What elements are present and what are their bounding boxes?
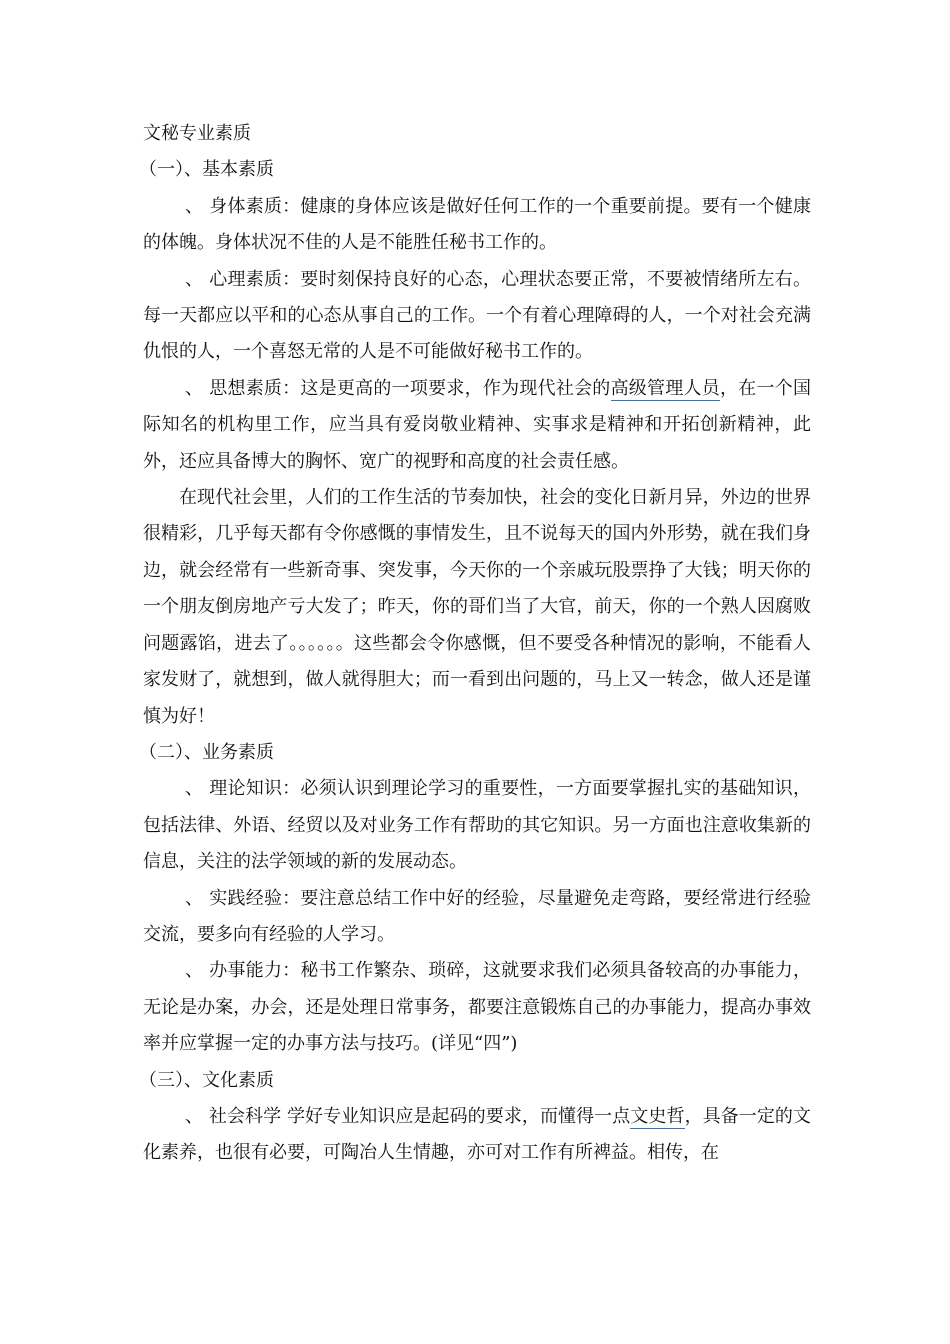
link-senior-management[interactable]: 高级管理人员 — [610, 377, 721, 399]
item-ideological — [143, 371, 811, 480]
item-ability: 、 办事能力：秘书工作繁杂、琐碎，这就要求我们必须具备较高的办事能力，无论是办案，办会，还是处理日常事务，都要注意锻炼自己的办事能力，提高办事效率并应掌握一定的办事方法与技巧。(详见“四”) — [143, 960, 811, 1055]
document-title: 文秘专业素质 — [143, 123, 251, 144]
section-heading-culture: （三）、文化素质 — [139, 1069, 274, 1091]
document-body — [139, 116, 812, 1172]
item-theory: 、 理论知识：必须认识到理论学习的重要性，一方面要掌握扎实的基础知识，包括法律、外语、经贸以及对业务工作有帮助的其它知识。另一方面也注意收集新的信息，关注的法学领域的新的发展动态。 — [143, 778, 811, 873]
item-psychological: 、 心理素质：要时刻保持良好的心态，心理状态要正常，不要被情绪所左右。每一天都应以平和的心态从事自己的工作。一个有着心理障碍的人，一个对社会充满仇恨的人，一个喜怒无常的人是不可能做好秘书工作的。 — [143, 268, 811, 363]
item-ideological-post: ，在一个国际知名的机构里工作，应当具有爱岗敬业精神、实事求是精神和开拓创新精神，此外，还应具备博大的胸怀、宽广的视野和高度的社会责任感。 — [143, 377, 812, 472]
item-social-science-post: ，具备一定的文化素养，也很有必要，可陶冶人生情趣，亦可对工作有所裨益。相传，在 — [143, 1105, 811, 1164]
section-heading-basic: （一）、基本素质 — [139, 159, 274, 181]
section-heading-business: （二）、业务素质 — [139, 741, 274, 763]
item-social-science-pre: 、 社会科学 学好专业知识应是起码的要求，而懂得一点 — [185, 1105, 631, 1127]
item-physical: 、 身体素质：健康的身体应该是做好任何工作的一个重要前提。要有一个健康的体魄。身体状况不佳的人是不能胜任秘书工作的。 — [143, 195, 811, 254]
paragraph-modern-society: 在现代社会里，人们的工作生活的节奏加快，社会的变化日新月异，外边的世界很精彩，几乎每天都有令你感慨的事情发生，且不说每天的国内外形势，就在我们身边，就会经常有一些新奇事、突发事，今天你的一个亲戚玩股票挣了大钱；明天你的一个朋友倒房地产亏大发了；昨天，你的哥们当了大官，前天，你的一个熟人因腐败问题露馅，进去了。。。。。。这些都会令你感慨，但不要受各种情况的影响，不能看人家发财了，就想到，做人就得胆大；而一看到出问题的，马上又一转念，做人还是谨慎为好！ — [143, 487, 811, 727]
item-ideological-pre: 、 思想素质：这是更高的一项要求，作为现代社会的 — [185, 377, 611, 399]
item-social-science — [143, 1099, 811, 1172]
link-literature-history-philosophy[interactable]: 文史哲 — [630, 1105, 685, 1127]
item-practice: 、 实践经验：要注意总结工作中好的经验，尽量避免走弯路，要经常进行经验交流，要多向有经验的人学习。 — [143, 887, 811, 945]
